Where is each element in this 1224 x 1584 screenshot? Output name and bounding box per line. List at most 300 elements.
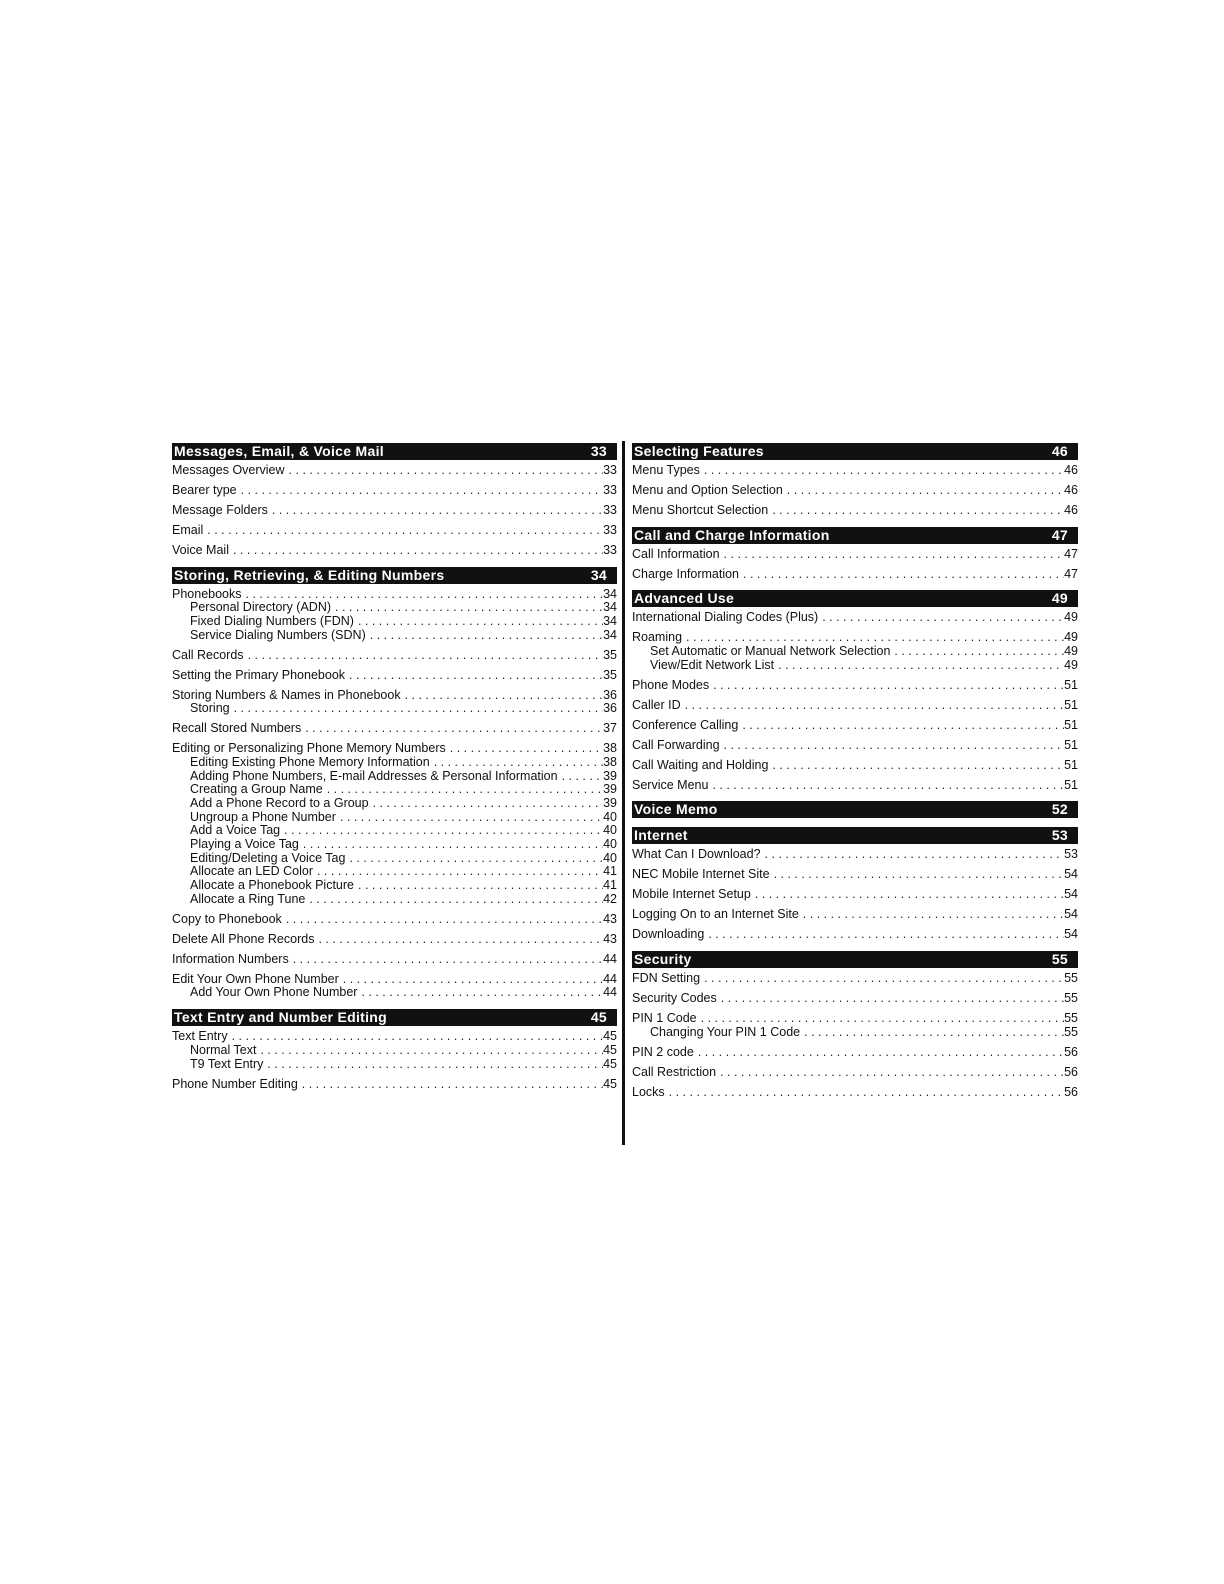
toc-subentry[interactable] (632, 645, 1078, 659)
entry-title: Locks (632, 1084, 665, 1099)
entry-page-number: 51 (1064, 777, 1078, 792)
section-header[interactable] (172, 567, 617, 584)
toc-entry-group (172, 953, 617, 967)
dot-leader (237, 484, 603, 498)
dot-leader (282, 913, 603, 927)
entry-title: Storing Numbers & Names in Phonebook (172, 687, 401, 702)
toc-entry-group (632, 888, 1078, 902)
entry-page-number: 42 (603, 891, 617, 906)
toc-entry[interactable] (172, 913, 617, 927)
toc-entry[interactable] (172, 484, 617, 498)
toc-entry[interactable] (632, 699, 1078, 713)
entry-page-number: 53 (1064, 847, 1078, 862)
toc-entry[interactable] (632, 464, 1078, 478)
entry-title: Allocate a Ring Tune (190, 891, 306, 906)
toc-entry[interactable] (632, 719, 1078, 733)
entry-title: Phonebooks (172, 586, 242, 601)
toc-entry[interactable] (632, 888, 1078, 902)
entry-page-number: 39 (603, 782, 617, 797)
entry-page-number: 43 (603, 931, 617, 946)
toc-entry-group (632, 504, 1078, 518)
section-header[interactable] (632, 590, 1078, 607)
entry-title: Messages Overview (172, 463, 285, 477)
toc-entry-group (172, 1030, 617, 1071)
entry-title: Copy to Phonebook (172, 911, 282, 926)
toc-entry[interactable] (632, 908, 1078, 922)
dot-leader (354, 615, 603, 629)
toc-entry-group (172, 913, 617, 927)
entry-page-number: 34 (603, 627, 617, 642)
entry-page-number: 45 (603, 1029, 617, 1044)
dot-leader (697, 1012, 1064, 1026)
entry-page-number: 43 (603, 911, 617, 926)
entry-page-number: 45 (603, 1042, 617, 1057)
toc-entry-group (172, 689, 617, 716)
section-header[interactable] (632, 827, 1078, 844)
entry-page-number: 38 (603, 754, 617, 769)
toc-entry-group (632, 1066, 1078, 1080)
entry-title: Call Records (172, 647, 244, 662)
dot-leader (694, 1046, 1064, 1060)
section-page-number: 47 (1051, 526, 1068, 543)
toc-entry-group (172, 484, 617, 498)
toc-subentry[interactable] (172, 702, 617, 716)
toc-subentry[interactable] (172, 811, 617, 825)
entry-title: Roaming (632, 630, 683, 645)
toc-entry-group (632, 1046, 1078, 1060)
section-title: Selecting Features (634, 443, 764, 459)
toc-entry[interactable] (632, 631, 1078, 645)
section-title: Voice Memo (634, 801, 718, 818)
entry-title: Add a Phone Record to a Group (190, 796, 369, 811)
entry-page-number: 40 (603, 850, 617, 865)
toc-entry[interactable] (172, 689, 617, 703)
entry-title: Changing Your PIN 1 Code (650, 1024, 801, 1039)
section-title: Security (634, 950, 692, 967)
entry-page-number: 36 (603, 701, 617, 716)
section-header[interactable] (172, 443, 617, 460)
entry-page-number: 46 (1064, 502, 1078, 517)
dot-leader (298, 1078, 603, 1092)
toc-subentry[interactable] (172, 893, 617, 907)
entry-page-number: 35 (603, 647, 617, 662)
toc-subentry[interactable] (172, 1058, 617, 1072)
toc-entry-group (632, 719, 1078, 733)
toc-entry-group (172, 1078, 617, 1092)
entry-page-number: 36 (603, 687, 617, 702)
entry-title: Creating a Group Name (190, 782, 323, 797)
entry-title: Storing (190, 701, 230, 716)
toc-subentry[interactable] (172, 756, 617, 770)
entry-title: Information Numbers (172, 951, 289, 966)
entry-page-number: 47 (1064, 546, 1078, 561)
dot-leader (369, 797, 604, 811)
section-page-number: 53 (1051, 827, 1068, 844)
dot-leader (203, 524, 603, 538)
section-page-number: 52 (1051, 801, 1068, 818)
section-voice-memo (632, 801, 1078, 818)
dot-leader (682, 631, 1064, 645)
dot-leader (357, 986, 603, 1000)
entry-page-number: 45 (603, 1056, 617, 1071)
entry-page-number: 54 (1064, 907, 1078, 922)
toc-entry-group (172, 524, 617, 538)
entry-title: Add Your Own Phone Number (190, 985, 358, 1000)
entry-page-number: 55 (1064, 990, 1078, 1005)
dot-leader (800, 1026, 1064, 1040)
toc-subentry[interactable] (172, 615, 617, 629)
dot-leader (768, 504, 1064, 518)
entry-title: Set Automatic or Manual Network Selection (650, 644, 891, 658)
toc-entry[interactable] (632, 484, 1078, 498)
toc-entry[interactable] (632, 928, 1078, 942)
toc-entry[interactable] (632, 1012, 1078, 1026)
entry-title: Voice Mail (172, 542, 229, 557)
dot-leader (716, 1066, 1064, 1080)
toc-entry[interactable] (632, 759, 1078, 773)
toc-entry[interactable] (172, 524, 617, 538)
entry-title: Call Restriction (632, 1064, 717, 1079)
entry-title: Message Folders (172, 502, 268, 517)
entry-title: NEC Mobile Internet Site (632, 867, 770, 882)
section-storing-retrieving-editing-numbers (172, 567, 617, 1001)
column-divider (622, 441, 625, 1145)
toc-entry[interactable] (632, 848, 1078, 862)
dot-leader (783, 484, 1064, 498)
toc-entry[interactable] (172, 973, 617, 987)
dot-leader (230, 702, 603, 716)
dot-leader (709, 679, 1064, 693)
entry-page-number: 33 (603, 502, 617, 517)
toc-entry[interactable] (172, 742, 617, 756)
toc-entry-group (632, 611, 1078, 625)
entry-title: View/Edit Network List (650, 657, 775, 672)
toc-entry[interactable] (172, 1078, 617, 1092)
entry-page-number: 49 (1064, 644, 1078, 658)
entry-title: Menu and Option Selection (632, 482, 783, 497)
dot-leader (558, 770, 604, 784)
section-header[interactable] (632, 951, 1078, 968)
dot-leader (280, 824, 603, 838)
dot-leader (681, 699, 1064, 713)
dot-leader (799, 908, 1064, 922)
entry-title: Playing a Voice Tag (190, 837, 299, 852)
dot-leader (446, 742, 603, 756)
section-title: Internet (634, 827, 688, 844)
entry-page-number: 34 (603, 600, 617, 615)
toc-entry-group (632, 464, 1078, 478)
dot-leader (774, 659, 1064, 673)
entry-page-number: 51 (1064, 717, 1078, 732)
toc-entry[interactable] (172, 544, 617, 558)
toc-entry[interactable] (632, 548, 1078, 562)
toc-entry[interactable] (632, 679, 1078, 693)
entry-title: Edit Your Own Phone Number (172, 971, 339, 986)
dot-leader (700, 972, 1064, 986)
entry-title: What Can I Download? (632, 847, 761, 862)
toc-entry-group (172, 504, 617, 518)
entry-title: Caller ID (632, 697, 681, 712)
dot-leader (401, 689, 604, 703)
dot-leader (700, 464, 1064, 478)
dot-leader (268, 504, 603, 518)
entry-page-number: 51 (1064, 677, 1078, 692)
entry-title: PIN 2 code (632, 1044, 694, 1059)
entry-title: Delete All Phone Records (172, 931, 315, 946)
dot-leader (708, 779, 1064, 793)
section-internet (632, 827, 1078, 942)
entry-title: Personal Directory (ADN) (190, 600, 332, 615)
section-page-number: 33 (590, 443, 607, 459)
toc-entry-group (172, 544, 617, 558)
entry-page-number: 34 (603, 614, 617, 628)
toc-subentry[interactable] (172, 838, 617, 852)
entry-page-number: 55 (1064, 970, 1078, 985)
entry-page-number: 55 (1064, 1010, 1078, 1025)
entry-page-number: 55 (1064, 1024, 1078, 1039)
section-header[interactable] (172, 1009, 617, 1026)
toc-entry[interactable] (632, 1046, 1078, 1060)
toc-entry[interactable] (172, 464, 617, 478)
toc-entry-group (632, 484, 1078, 498)
section-page-number: 45 (590, 1009, 607, 1026)
section-security (632, 951, 1078, 1099)
dot-leader (285, 464, 604, 478)
section-header[interactable] (632, 801, 1078, 818)
dot-leader (761, 848, 1065, 862)
entry-title: Editing/Deleting a Voice Tag (190, 850, 346, 865)
entry-title: Add a Voice Tag (190, 823, 281, 838)
toc-entry[interactable] (172, 588, 617, 602)
entry-title: T9 Text Entry (190, 1056, 264, 1071)
entry-title: Ungroup a Phone Number (190, 809, 336, 824)
dot-leader (751, 888, 1064, 902)
entry-title: Call Information (632, 546, 720, 561)
dot-leader (818, 611, 1064, 625)
entry-title: Setting the Primary Phonebook (172, 667, 346, 682)
section-title: Call and Charge Information (634, 526, 830, 543)
entry-page-number: 40 (603, 823, 617, 838)
toc-entry-group (172, 973, 617, 1000)
section-page-number: 49 (1051, 590, 1068, 607)
entry-title: Allocate a Phonebook Picture (190, 878, 354, 893)
entry-page-number: 38 (603, 741, 617, 756)
entry-page-number: 35 (603, 667, 617, 682)
toc-subentry[interactable] (172, 824, 617, 838)
dot-leader (323, 783, 603, 797)
toc-entry[interactable] (172, 933, 617, 947)
toc-subentry[interactable] (172, 865, 617, 879)
toc-entry-group (632, 848, 1078, 862)
entry-page-number: 46 (1064, 463, 1078, 477)
toc-entry-group (172, 742, 617, 906)
dot-leader (665, 1086, 1064, 1100)
toc-entry-group (172, 588, 617, 643)
entry-title: Recall Stored Numbers (172, 721, 302, 736)
toc-entry-group (632, 548, 1078, 562)
section-title: Text Entry and Number Editing (174, 1009, 388, 1026)
toc-entry[interactable] (632, 972, 1078, 986)
toc-entry-group (172, 464, 617, 478)
toc-entry[interactable] (632, 1066, 1078, 1080)
section-header[interactable] (632, 527, 1078, 544)
toc-entry-group (632, 972, 1078, 986)
dot-leader (242, 588, 604, 602)
toc-entry-group (632, 779, 1078, 793)
toc-subentry[interactable] (172, 1044, 617, 1058)
toc-subentry[interactable] (172, 770, 617, 784)
entry-title: Security Codes (632, 990, 717, 1005)
dot-leader (256, 1044, 603, 1058)
section-call-and-charge-information (632, 527, 1078, 582)
toc-subentry[interactable] (632, 1026, 1078, 1040)
entry-page-number: 56 (1064, 1084, 1078, 1099)
entry-page-number: 44 (603, 985, 617, 1000)
entry-page-number: 54 (1064, 887, 1078, 902)
toc-entry-group (632, 631, 1078, 672)
toc-entry-group (632, 759, 1078, 773)
toc-entry-group (632, 739, 1078, 753)
entry-page-number: 56 (1064, 1044, 1078, 1059)
entry-title: Editing Existing Phone Memory Information (190, 754, 430, 769)
section-title: Messages, Email, & Voice Mail (174, 443, 384, 459)
toc-entry[interactable] (632, 504, 1078, 518)
toc-entry-group (172, 669, 617, 683)
entry-page-number: 44 (603, 971, 617, 986)
dot-leader (305, 893, 603, 907)
dot-leader (314, 933, 603, 947)
dot-leader (299, 838, 603, 852)
dot-leader (263, 1058, 603, 1072)
entry-title: Bearer type (172, 482, 237, 497)
entry-title: Service Dialing Numbers (SDN) (190, 627, 366, 642)
entry-title: Service Menu (632, 777, 709, 792)
entry-page-number: 51 (1064, 757, 1078, 772)
entry-title: Normal Text (190, 1042, 257, 1057)
toc-entry[interactable] (632, 611, 1078, 625)
toc-entry-group (172, 649, 617, 663)
section-header[interactable] (632, 443, 1078, 460)
dot-leader (739, 568, 1064, 582)
entry-page-number: 37 (603, 721, 617, 736)
toc-entry-group (172, 933, 617, 947)
entry-page-number: 33 (603, 482, 617, 497)
dot-leader (704, 928, 1064, 942)
entry-title: Text Entry (172, 1029, 228, 1044)
section-selecting-features (632, 443, 1078, 518)
toc-entry[interactable] (632, 992, 1078, 1006)
dot-leader (244, 649, 604, 663)
entry-title: Editing or Personalizing Phone Memory Numbers (172, 741, 446, 756)
entry-page-number: 40 (603, 809, 617, 824)
entry-page-number: 33 (603, 542, 617, 557)
toc-entry[interactable] (172, 1030, 617, 1044)
section-advanced-use (632, 590, 1078, 792)
toc-entry[interactable] (172, 722, 617, 736)
entry-title: Conference Calling (632, 717, 739, 732)
entry-title: Call Forwarding (632, 737, 720, 752)
dot-leader (228, 1030, 604, 1044)
toc-subentry[interactable] (172, 629, 617, 643)
entry-title: Phone Number Editing (172, 1076, 298, 1091)
toc-entry[interactable] (172, 649, 617, 663)
toc-entry-group (632, 992, 1078, 1006)
dot-leader (720, 739, 1065, 753)
entry-title: International Dialing Codes (Plus) (632, 610, 819, 625)
toc-subentry[interactable] (172, 601, 617, 615)
toc-entry[interactable] (172, 504, 617, 518)
entry-title: PIN 1 Code (632, 1010, 697, 1025)
entry-page-number: 41 (603, 864, 617, 879)
entry-title: Adding Phone Numbers, E-mail Addresses & Personal Information (190, 768, 558, 783)
dot-leader (339, 973, 603, 987)
dot-leader (313, 865, 603, 879)
section-title: Advanced Use (634, 590, 735, 607)
dot-leader (354, 879, 603, 893)
dot-leader (345, 669, 603, 683)
dot-leader (289, 953, 603, 967)
toc-subentry[interactable] (172, 852, 617, 866)
toc-subentry[interactable] (172, 879, 617, 893)
toc-entry[interactable] (632, 779, 1078, 793)
entry-page-number: 33 (603, 463, 617, 477)
toc-entry[interactable] (632, 1086, 1078, 1100)
entry-page-number: 51 (1064, 737, 1078, 752)
toc-entry-group (632, 679, 1078, 693)
entry-title: Downloading (632, 927, 705, 942)
entry-title: Call Waiting and Holding (632, 757, 769, 772)
dot-leader (366, 629, 603, 643)
toc-entry-group (632, 908, 1078, 922)
entry-title: Fixed Dialing Numbers (FDN) (190, 614, 354, 628)
entry-page-number: 39 (603, 768, 617, 783)
toc-subentry[interactable] (172, 783, 617, 797)
entry-title: Menu Types (632, 463, 700, 477)
dot-leader (738, 719, 1064, 733)
toc-entry[interactable] (632, 568, 1078, 582)
entry-page-number: 34 (603, 586, 617, 601)
entry-title: Charge Information (632, 566, 740, 581)
dot-leader (430, 756, 603, 770)
entry-page-number: 49 (1064, 630, 1078, 645)
toc-subentry[interactable] (632, 659, 1078, 673)
dot-leader (345, 852, 603, 866)
toc-entry-group (632, 1086, 1078, 1100)
toc-entry-group (632, 928, 1078, 942)
entry-page-number: 51 (1064, 697, 1078, 712)
toc-entry[interactable] (632, 868, 1078, 882)
toc-entry-group (632, 699, 1078, 713)
section-page-number: 55 (1051, 950, 1068, 967)
entry-page-number: 54 (1064, 927, 1078, 942)
entry-title: Mobile Internet Setup (632, 887, 751, 902)
toc-entry[interactable] (172, 669, 617, 683)
entry-page-number: 49 (1064, 657, 1078, 672)
section-text-entry-and-number-editing (172, 1009, 617, 1091)
toc-subentry[interactable] (172, 797, 617, 811)
toc-entry[interactable] (632, 739, 1078, 753)
dot-leader (229, 544, 603, 558)
dot-leader (301, 722, 603, 736)
dot-leader (336, 811, 603, 825)
entry-page-number: 33 (603, 522, 617, 537)
entry-title: Menu Shortcut Selection (632, 502, 769, 517)
entry-page-number: 44 (603, 951, 617, 966)
entry-title: Email (172, 522, 204, 537)
toc-entry[interactable] (172, 953, 617, 967)
toc-subentry[interactable] (172, 986, 617, 1000)
dot-leader (331, 601, 603, 615)
